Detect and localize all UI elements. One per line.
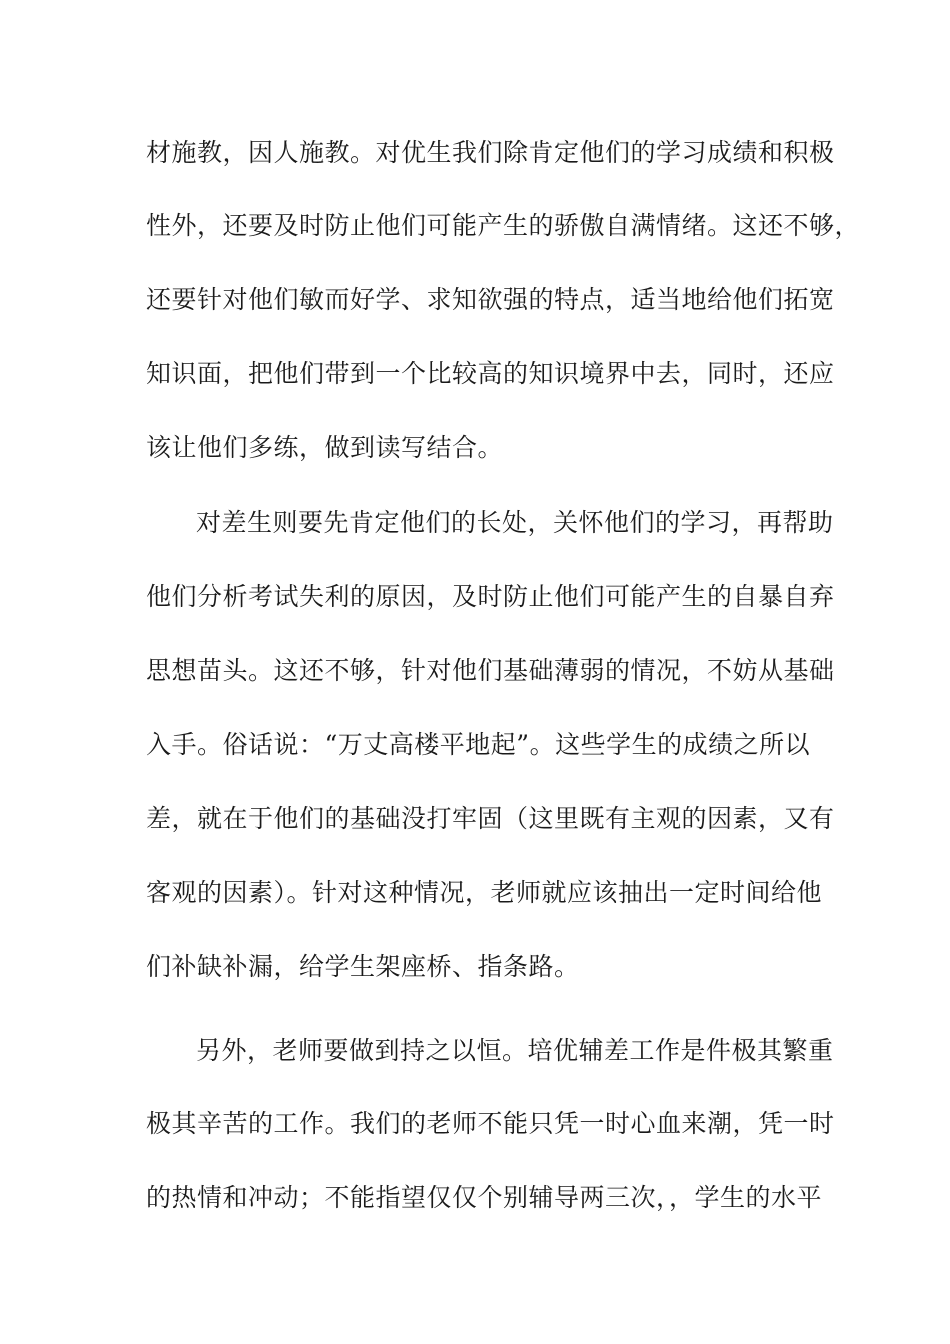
text-line-7: 他们分析考试失利的原因，及时防止他们可能产生的自暴自弃 [146,582,835,611]
text-line-10: 差，就在于他们的基础没打牢固（这里既有主观的因素，又有 [146,804,835,833]
text-line-5: 该让他们多练，做到读写结合。 [146,433,504,462]
text-line-8: 思想苗头。这还不够，针对他们基础薄弱的情况，不妨从基础 [146,656,835,685]
text-line-11: 客观的因素）。针对这种情况，老师就应该抽出一定时间给他 [146,878,823,907]
text-line-3: 还要针对他们敏而好学、求知欲强的特点，适当地给他们拓宽 [146,285,835,314]
paragraph-start-line-13: 另外，老师要做到持之以恒。培优辅差工作是件极其繁重 [196,1036,834,1065]
text-line-4: 知识面，把他们带到一个比较高的知识境界中去，同时，还应 [146,359,835,388]
text-line-9: 入手。俗话说：“万丈高楼平地起”。这些学生的成绩之所以 [146,730,811,759]
text-line-14: 极其辛苦的工作。我们的老师不能只凭一时心血来潮，凭一时 [146,1109,835,1138]
text-line-1: 材施教，因人施教。对优生我们除肯定他们的学习成绩和积极 [146,138,835,167]
text-line-15: 的热情和冲动；不能指望仅仅个别辅导两三次，，学生的水平 [146,1183,823,1212]
text-line-2: 性外，还要及时防止他们可能产生的骄傲自满情绪。这还不够， [146,211,861,240]
paragraph-start-line-6: 对差生则要先肯定他们的长处，关怀他们的学习，再帮助 [196,508,834,537]
text-line-12: 们补缺补漏，给学生架座桥、指条路。 [146,952,580,981]
